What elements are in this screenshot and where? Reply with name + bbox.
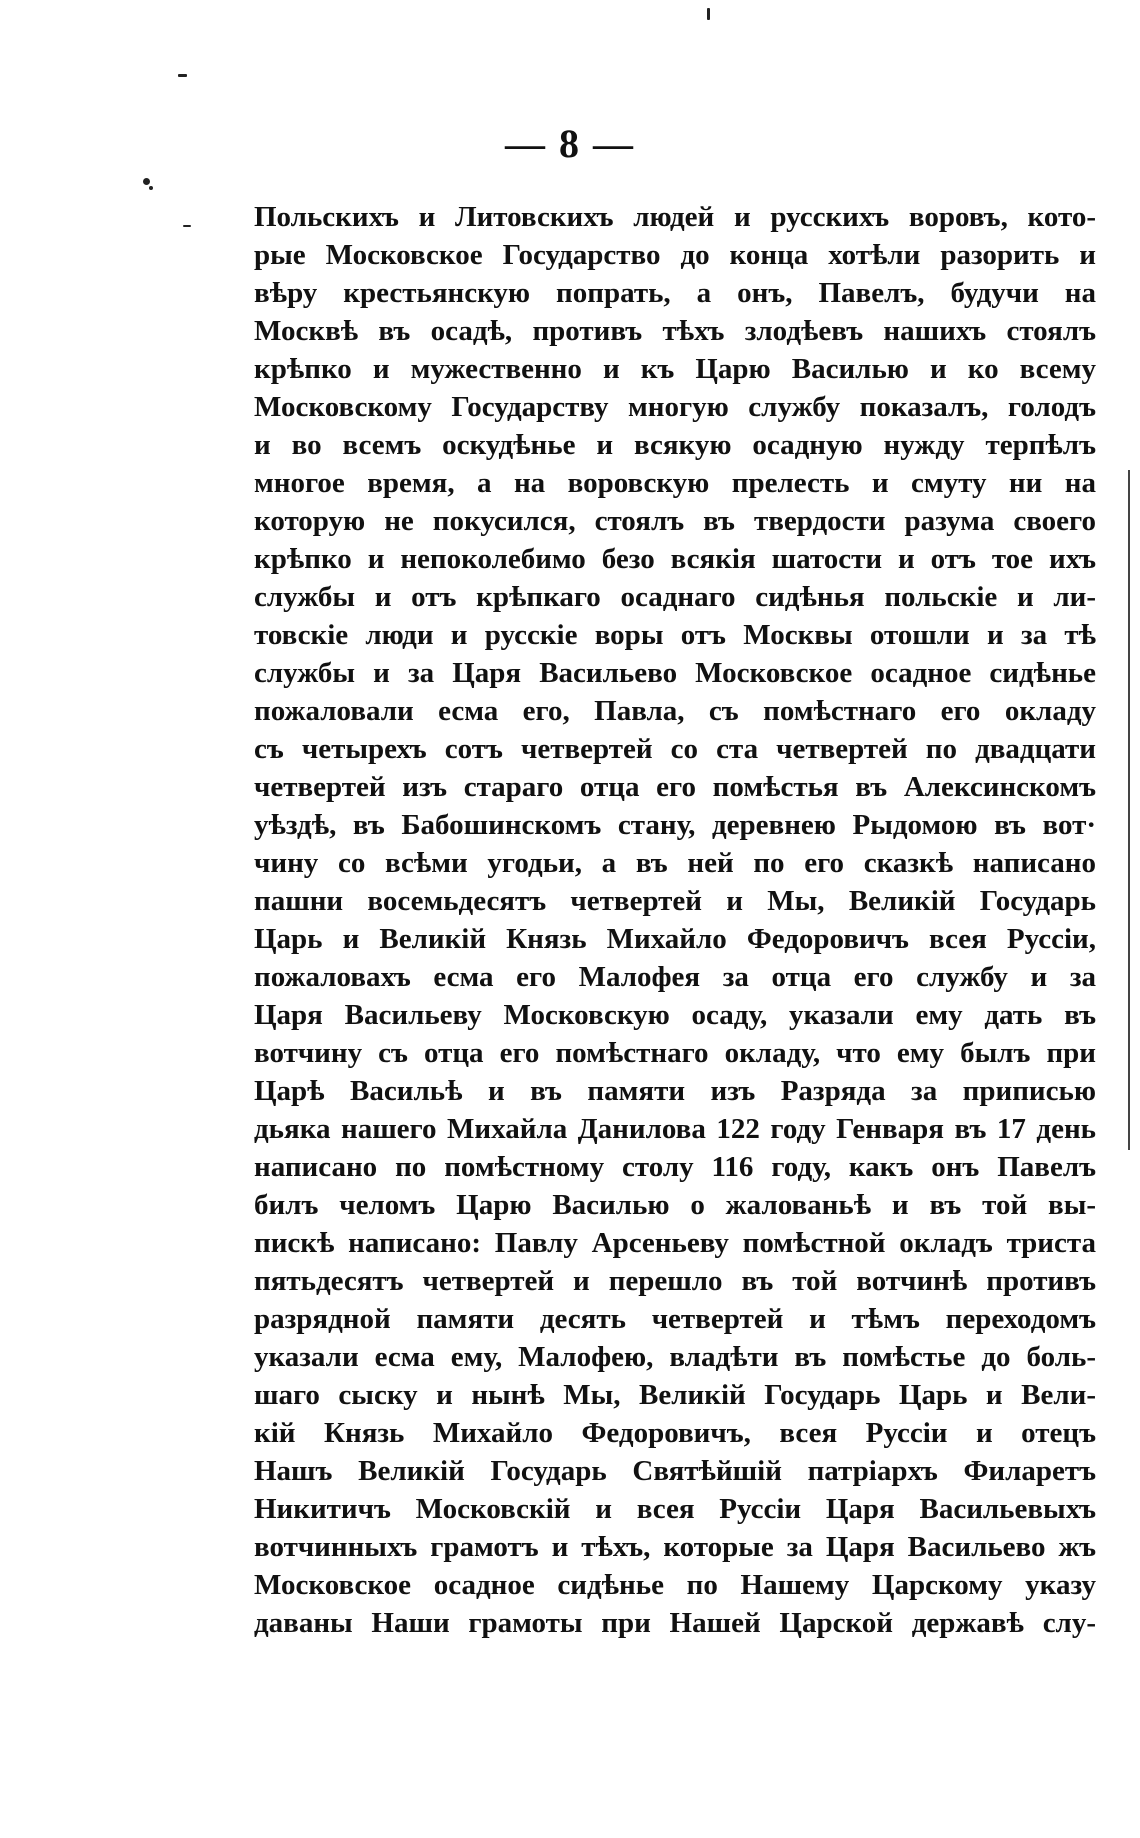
text-line: пашни восемьдесятъ четвертей и Мы, Великій Государь (254, 885, 1096, 917)
text-line: кій Князь Михайло Федоровичъ, всея Руссіи и отецъ (254, 1417, 1096, 1449)
text-line: съ четырехъ сотъ четвертей со ста четвертей по двадцати (254, 733, 1096, 765)
text-line: Царѣ Васильѣ и въ памяти изъ Разряда за приписью (254, 1075, 1096, 1107)
text-line: даваны Наши грамоты при Нашей Царской державѣ слу- (254, 1607, 1096, 1639)
text-line: Москвѣ въ осадѣ, противъ тѣхъ злодѣевъ нашихъ стоялъ (254, 315, 1096, 347)
text-line: вотчину съ отца его помѣстнаго окладу, что ему былъ при (254, 1037, 1096, 1069)
text-line: крѣпко и непоколебимо безо всякія шатости и отъ тое ихъ (254, 543, 1096, 575)
text-line: рые Московское Государство до конца хотѣли разорить и (254, 239, 1096, 271)
text-line: указали есма ему, Малофею, владѣти въ помѣстье до боль- (254, 1341, 1096, 1373)
text-line: которую не покусился, стоялъ въ твердости разума своего (254, 505, 1096, 537)
text-line: четвертей изъ стараго отца его помѣстья въ Алексинскомъ (254, 771, 1096, 803)
text-line: Нашъ Великій Государь Святѣйшій патріархъ Филаретъ (254, 1455, 1096, 1487)
text-line: Никитичъ Московскій и всея Руссіи Царя Васильевыхъ (254, 1493, 1096, 1525)
body-text (254, 198, 1096, 1642)
text-line: уѣздѣ, въ Бабошинскомъ стану, деревнею Рыдомою въ вот· (254, 809, 1096, 841)
text-line: пятьдесятъ четвертей и перешло въ той вотчинѣ противъ (254, 1265, 1096, 1297)
scan-speck (143, 178, 150, 185)
text-line: шаго сыску и нынѣ Мы, Великій Государь Царь и Вели- (254, 1379, 1096, 1411)
text-line: пискѣ написано: Павлу Арсеньеву помѣстной окладъ триста (254, 1227, 1096, 1259)
scan-speck (707, 8, 710, 20)
text-line: дьяка нашего Михайла Данилова 122 году Генваря въ 17 день (254, 1113, 1096, 1145)
text-line: разрядной памяти десять четвертей и тѣмъ переходомъ (254, 1303, 1096, 1335)
scan-speck (178, 74, 187, 77)
text-line: пожаловахъ есма его Малофея за отца его службу и за (254, 961, 1096, 993)
text-line: пожаловали есма его, Павла, съ помѣстнаго его окладу (254, 695, 1096, 727)
page-number: — 8 — (505, 121, 635, 166)
text-line: Московскому Государству многую службу показалъ, голодъ (254, 391, 1096, 423)
scan-edge-mark (1128, 470, 1130, 1150)
text-line: многое время, а на воровскую прелесть и смуту ни на (254, 467, 1096, 499)
text-line: вѣру крестьянскую попрать, а онъ, Павелъ, будучи на (254, 277, 1096, 309)
text-line: крѣпко и мужественно и къ Царю Василью и ко всему (254, 353, 1096, 385)
text-line: чину со всѣми угодьи, а въ ней по его сказкѣ написано (254, 847, 1096, 879)
text-line: и во всемъ оскудѣнье и всякую осадную нужду терпѣлъ (254, 429, 1096, 461)
scan-speck (183, 225, 191, 227)
text-line: вотчинныхъ грамотъ и тѣхъ, которые за Царя Васильево жъ (254, 1531, 1096, 1563)
text-line: службы и за Царя Васильево Московское осадное сидѣнье (254, 657, 1096, 689)
text-line: товскіе люди и русскіе воры отъ Москвы отошли и за тѣ (254, 619, 1096, 651)
text-line: службы и отъ крѣпкаго осаднаго сидѣнья польскіе и ли- (254, 581, 1096, 613)
text-line: Царя Васильеву Московскую осаду, указали ему дать въ (254, 999, 1096, 1031)
text-line: написано по помѣстному столу 116 году, какъ онъ Павелъ (254, 1151, 1096, 1183)
text-line: билъ челомъ Царю Василью о жалованьѣ и въ той вы- (254, 1189, 1096, 1221)
text-line: Царь и Великій Князь Михайло Федоровичъ всея Руссіи, (254, 923, 1096, 955)
scan-speck (149, 186, 153, 190)
text-line: Польскихъ и Литовскихъ людей и русскихъ воровъ, кото- (254, 201, 1096, 233)
text-line: Московское осадное сидѣнье по Нашему Царскому указу (254, 1569, 1096, 1601)
